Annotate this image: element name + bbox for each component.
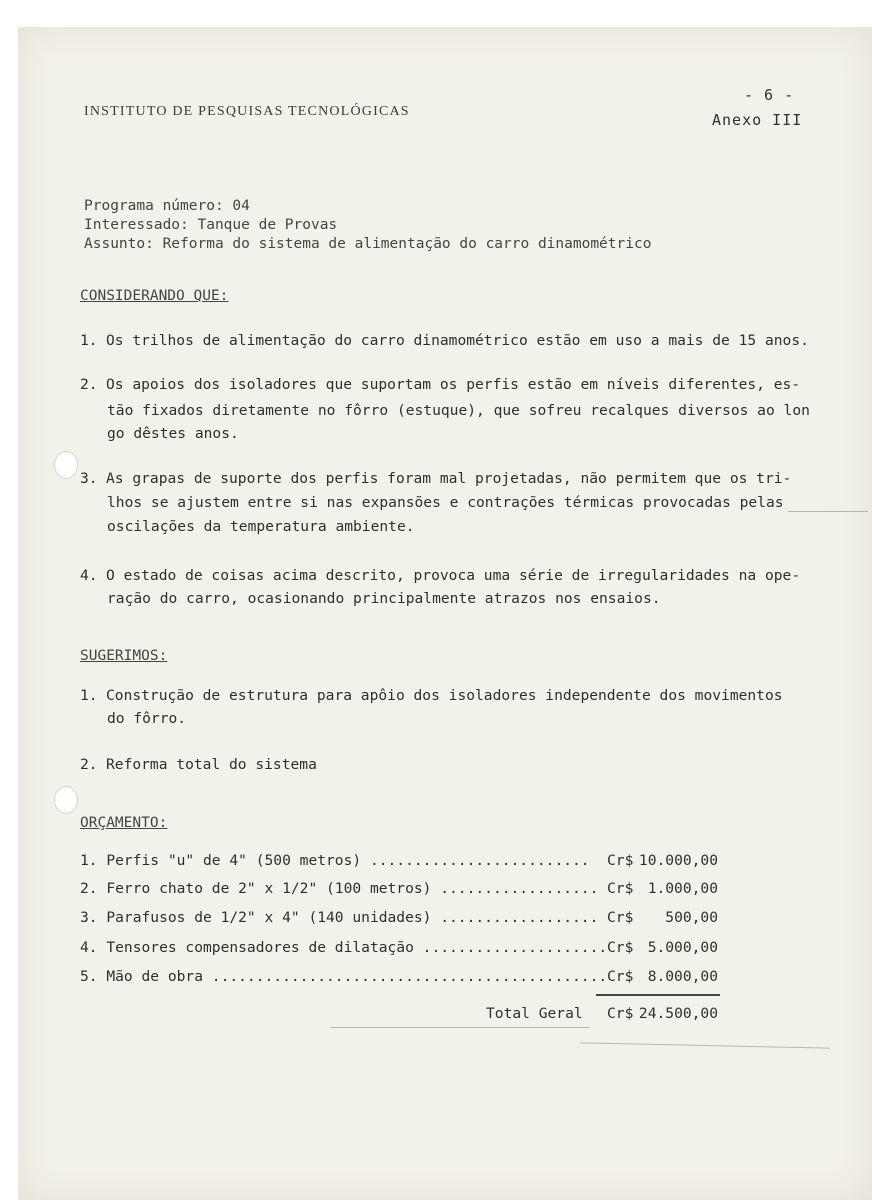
item-line: Os apoios dos isoladores que suportam os perfis estão em níveis diferentes, es- [106, 376, 801, 393]
item-number: 2. [80, 756, 98, 773]
institute-header: INSTITUTO DE PESQUISAS TECNOLÓGICAS [84, 104, 410, 119]
item-line: go dêstes anos. [107, 425, 239, 442]
item-line: Reforma total do sistema [106, 756, 317, 773]
item-line: ração do carro, ocasionando principalmente atrazos nos ensaios. [107, 590, 661, 607]
budget-row-label: 5. Mão de obra ............................................. [80, 968, 608, 985]
budget-row-currency: Cr$ [607, 939, 634, 956]
item-line: Os trilhos de alimentação do carro dinamométrico estão em uso a mais de 15 anos. [106, 332, 809, 349]
suggest-heading: SUGERIMOS: [80, 648, 168, 664]
budget-row-currency: Cr$ [607, 909, 634, 926]
suggest-item [80, 752, 317, 777]
considering-item [80, 466, 791, 491]
subject-line: Assunto: Reforma do sistema de alimentação do carro dinamométrico [84, 236, 652, 252]
budget-row-amount: 500,00 [665, 909, 718, 926]
total-amount: 24.500,00 [638, 1005, 718, 1022]
item-number: 1. [80, 332, 98, 349]
item-number: 2. [80, 376, 98, 393]
budget-row-amount: 1.000,00 [647, 880, 718, 897]
total-rule [596, 994, 720, 996]
page-number: - 6 - [744, 86, 795, 104]
budget-row-amount: 10.000,00 [638, 852, 718, 869]
budget-row-label: 1. Perfis "u" de 4" (500 metros) ......................... [80, 852, 590, 869]
budget-row-label: 4. Tensores compensadores de dilatação ..................... [80, 939, 608, 956]
budget-heading: ORÇAMENTO: [80, 815, 168, 831]
interested-party: Interessado: Tanque de Provas [84, 217, 338, 233]
punch-hole [54, 786, 78, 814]
total-currency: Cr$ [607, 1005, 634, 1022]
considering-heading: CONSIDERANDO QUE: [80, 288, 229, 304]
budget-row-amount: 8.000,00 [647, 968, 718, 985]
considering-item [80, 328, 809, 353]
budget-row-label: 2. Ferro chato de 2" x 1/2" (100 metros) .................. [80, 880, 599, 897]
item-line: As grapas de suporte dos perfis foram mal projetadas, não permitem que os tri- [106, 470, 792, 487]
budget-row-currency: Cr$ [607, 880, 634, 897]
scan-streak [330, 1027, 590, 1028]
item-line: oscilações da temperatura ambiente. [107, 518, 415, 535]
budget-row-amount: 5.000,00 [647, 939, 718, 956]
total-label: Total Geral [486, 1005, 583, 1022]
annex-label: Anexo III [712, 111, 803, 129]
budget-row-currency: Cr$ [607, 968, 634, 985]
item-line: Construção de estrutura para apôio dos isoladores independente dos movimentos [106, 687, 783, 704]
budget-row-currency: Cr$ [607, 852, 634, 869]
suggest-item [80, 683, 783, 708]
item-line: lhos se ajustem entre si nas expansões e contrações térmicas provocadas pelas [107, 494, 784, 511]
program-number: Programa número: 04 [84, 198, 250, 214]
budget-row-label: 3. Parafusos de 1/2" x 4" (140 unidades) .................. [80, 909, 599, 926]
considering-item [80, 372, 800, 397]
item-number: 4. [80, 567, 98, 584]
item-line: O estado de coisas acima descrito, provoca uma série de irregularidades na ope- [106, 567, 801, 584]
item-line: do fôrro. [107, 710, 187, 727]
item-number: 1. [80, 687, 98, 704]
punch-hole [54, 451, 78, 479]
item-number: 3. [80, 470, 98, 487]
considering-item [80, 563, 800, 588]
scan-streak [788, 511, 868, 512]
item-line: tão fixados diretamente no fôrro (estuque), que sofreu recalques diversos ao lon [107, 402, 810, 419]
